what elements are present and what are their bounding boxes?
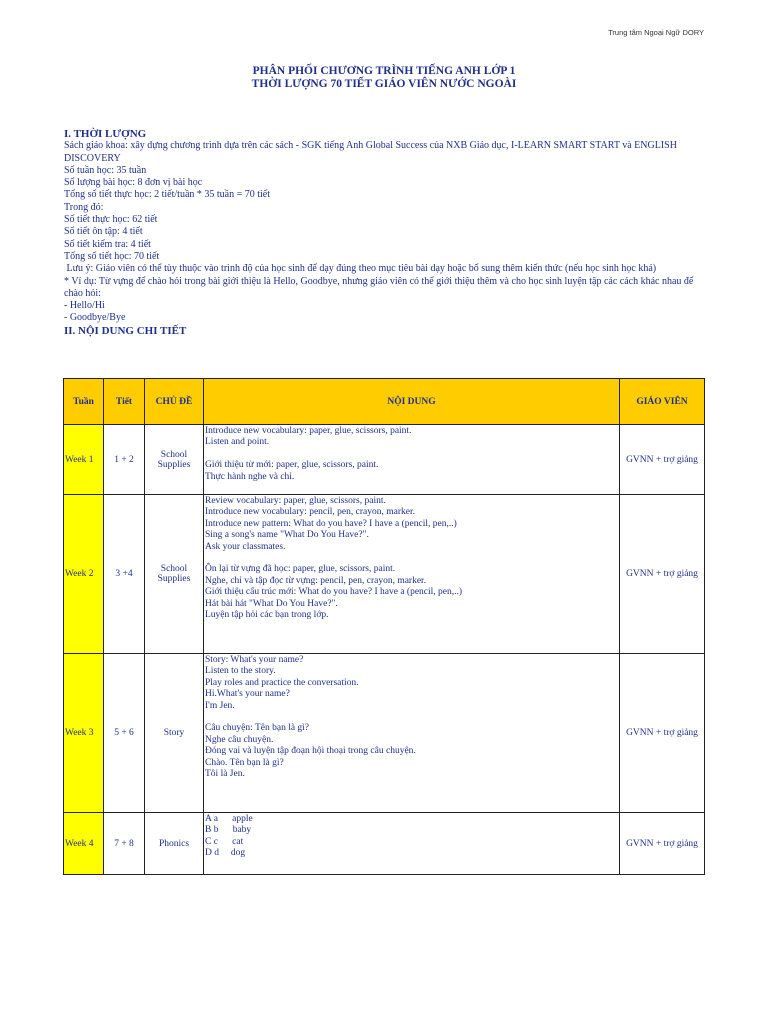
content-cell bbox=[204, 654, 620, 813]
table-row bbox=[64, 495, 705, 654]
section-1-heading: I. THỜI LƯỢNG bbox=[64, 128, 147, 140]
header-week: Tuần bbox=[64, 379, 104, 425]
intro-line: Số tiết thực học: 62 tiết bbox=[64, 214, 158, 226]
header-content: NỘI DUNG bbox=[204, 379, 620, 425]
intro-line: Số tiết ôn tập: 4 tiết bbox=[64, 226, 143, 238]
content-cell bbox=[204, 425, 620, 495]
curriculum-table bbox=[63, 378, 705, 875]
intro-line: Tổng số tiết thực học: 2 tiết/tuần * 35 tuần = 70 tiết bbox=[64, 189, 271, 201]
periods-cell: 7 + 8 bbox=[104, 813, 145, 875]
intro-line: - Goodbye/Bye bbox=[64, 312, 126, 324]
content-line: Câu chuyện: Tên bạn là gì? bbox=[205, 723, 310, 734]
content-cell bbox=[204, 813, 620, 875]
week-cell: Week 2 bbox=[64, 495, 104, 654]
content-line: Review vocabulary: paper, glue, scissors, paint. bbox=[205, 496, 386, 506]
content-line: Luyện tập hỏi các bạn trong lớp. bbox=[205, 610, 329, 621]
intro-line: Sách giáo khoa: xây dựng chương trình dựa trên các sách - SGK tiếng Anh Global Success của NXB Giáo dục, I-LEARN SMART START và ENGLISH DISCOVERY bbox=[64, 140, 680, 164]
intro-line: Tổng số tiết học: 70 tiết bbox=[64, 250, 160, 262]
content-line: Ask your classmates. bbox=[205, 541, 286, 552]
content-line: Nghe, chỉ và tập đọc từ vựng: pencil, pen, crayon, marker. bbox=[205, 575, 427, 586]
title-line-1: PHÂN PHỐI CHƯƠNG TRÌNH TIẾNG ANH LỚP 1 bbox=[252, 65, 516, 77]
table-row bbox=[64, 425, 705, 495]
intro-section bbox=[64, 128, 704, 337]
table-row bbox=[64, 654, 705, 813]
topic-cell: School Supplies bbox=[145, 495, 204, 654]
content-line bbox=[205, 449, 618, 460]
teacher-cell: GVNN + trợ giảng bbox=[620, 654, 705, 813]
header-org-name: Trung tâm Ngoại Ngữ DORY bbox=[608, 28, 704, 37]
content-cell bbox=[204, 495, 620, 654]
content-line: Giới thiệu cấu trúc mới: What do you have? I have a (pencil, pen,..) bbox=[205, 587, 463, 598]
content-line: Giới thiệu từ mới: paper, glue, scissors, paint. bbox=[205, 460, 379, 471]
intro-line: Số tuần học: 35 tuần bbox=[64, 164, 147, 176]
content-line: C c cat bbox=[205, 836, 244, 847]
content-line: Thực hành nghe và chỉ. bbox=[205, 471, 295, 482]
header-topic: CHỦ ĐỀ bbox=[145, 379, 204, 425]
content-line: B b baby bbox=[205, 825, 252, 836]
content-line: Sing a song's name "What Do You Have?". bbox=[205, 530, 369, 541]
content-line: Play roles and practice the conversation. bbox=[205, 677, 359, 688]
periods-cell: 3 +4 bbox=[104, 495, 145, 654]
header-periods: Tiết bbox=[104, 379, 145, 425]
intro-line: - Hello/Hi bbox=[64, 300, 105, 312]
content-line: Listen and point. bbox=[205, 437, 270, 448]
table-row bbox=[64, 813, 705, 875]
intro-line: Lưu ý: Giáo viên có thể tùy thuộc vào trình độ của học sinh để dạy đúng theo mục tiêu bài dạy hoặc bổ sung thêm kiến thức (nếu học sinh học khá) bbox=[64, 263, 657, 275]
content-line: Đóng vai và luyện tập đoạn hội thoại trong câu chuyện. bbox=[205, 746, 416, 757]
teacher-cell: GVNN + trợ giảng bbox=[620, 495, 705, 654]
content-line: Introduce new pattern: What do you have? I have a (pencil, pen,..) bbox=[205, 518, 457, 529]
content-line: Story: What's your name? bbox=[205, 655, 304, 665]
content-line: Introduce new vocabulary: pencil, pen, crayon, marker. bbox=[205, 507, 415, 518]
content-line: Introduce new vocabulary: paper, glue, scissors, paint. bbox=[205, 426, 412, 436]
content-line: A a apple bbox=[205, 814, 253, 824]
table-header-row bbox=[64, 379, 705, 425]
periods-cell: 1 + 2 bbox=[104, 425, 145, 495]
topic-cell: School Supplies bbox=[145, 425, 204, 495]
intro-line: Trong đó: bbox=[64, 201, 104, 213]
periods-cell: 5 + 6 bbox=[104, 654, 145, 813]
week-cell: Week 1 bbox=[64, 425, 104, 495]
content-line: D d dog bbox=[205, 848, 246, 859]
document-title bbox=[0, 65, 768, 91]
intro-line: Số lượng bài học: 8 đơn vị bài học bbox=[64, 177, 203, 189]
teacher-cell: GVNN + trợ giảng bbox=[620, 813, 705, 875]
content-line: Chào. Tên bạn là gì? bbox=[205, 757, 284, 768]
week-cell: Week 4 bbox=[64, 813, 104, 875]
content-line bbox=[205, 712, 618, 723]
intro-line: Số tiết kiểm tra: 4 tiết bbox=[64, 238, 151, 250]
title-line-2: THỜI LƯỢNG 70 TIẾT GIÁO VIÊN NƯỚC NGOÀI bbox=[251, 78, 517, 90]
content-line: Hát bài hát "What Do You Have?". bbox=[205, 598, 338, 609]
content-line: I'm Jen. bbox=[205, 700, 235, 711]
topic-cell: Phonics bbox=[145, 813, 204, 875]
content-line: Tôi là Jen. bbox=[205, 769, 245, 780]
section-2-heading: II. NỘI DUNG CHI TIẾT bbox=[64, 324, 187, 337]
intro-line: * Ví dụ: Từ vựng để chào hỏi trong bài giới thiệu là Hello, Goodbye, nhưng giáo viên có thể giới thiệu thêm và cho học sinh luyện tập các cách khác nhau để chào hỏi: bbox=[64, 275, 696, 299]
header-teacher: GIÁO VIÊN bbox=[620, 379, 705, 425]
teacher-cell: GVNN + trợ giảng bbox=[620, 425, 705, 495]
content-line: Nghe câu chuyện. bbox=[205, 734, 274, 745]
content-line: Ôn lại từ vựng đã học: paper, glue, scissors, paint. bbox=[205, 564, 396, 575]
content-line: Hi.What's your name? bbox=[205, 689, 290, 700]
week-cell: Week 3 bbox=[64, 654, 104, 813]
topic-cell: Story bbox=[145, 654, 204, 813]
content-line: Listen to the story. bbox=[205, 666, 276, 677]
content-line bbox=[205, 553, 618, 564]
